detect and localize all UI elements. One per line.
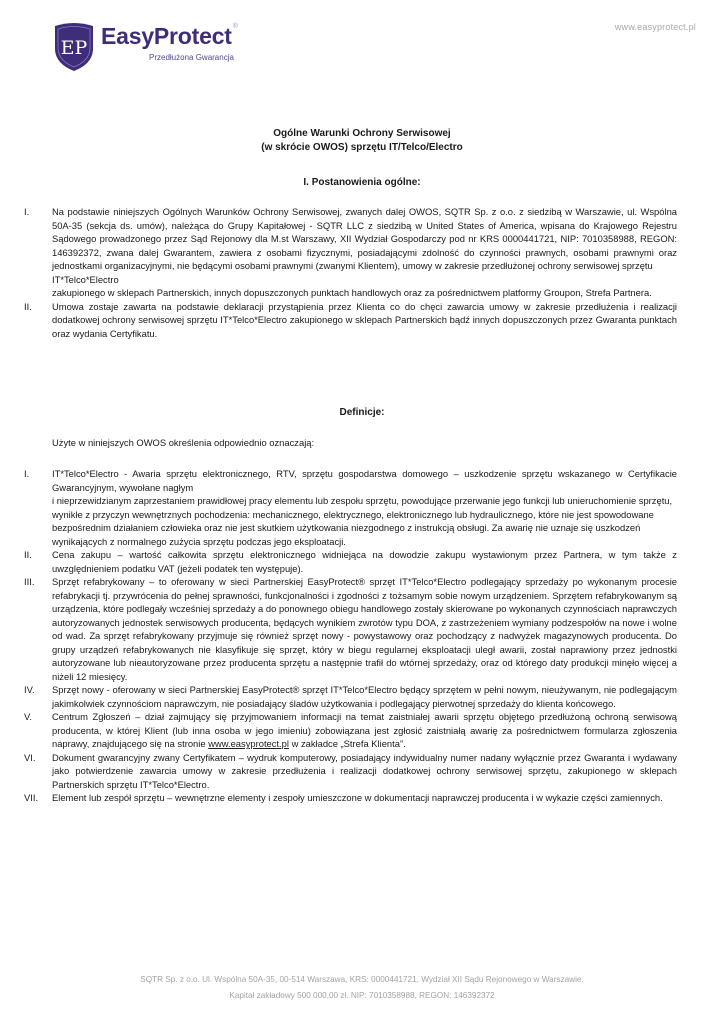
list-item <box>24 205 677 300</box>
item-text-part: Centrum Zgłoszeń – dział zajmujący się przyjmowaniem informacji na temat zaistniałej awarii sprzętu objętego przedłużoną ochroną serwisową producenta, w której Klient (lub inna osoba w jego imieniu) zobowiązana jest zgłosić zaistniałą awarię za pośrednictwem formularza zgłoszenia naprawy, znajdującego się na stronie <box>52 711 677 749</box>
list-item <box>24 683 677 710</box>
item-number: III. <box>24 576 35 587</box>
item-text: Sprzęt nowy - oferowany w sieci Partnerskiej EasyProtect® sprzęt IT*Telco*Electro będący sprzętem w pełni nowym, nieużywanym, nie podlegającym jakimkolwiek czynnościom naprawczym, nie posiadający śladów użytkowania i podlegający pierwotnej sprzedaży do klienta końcowego. <box>52 684 677 709</box>
item-number: II. <box>24 549 32 560</box>
logo-tagline: Przedłużona Gwarancja <box>149 53 234 62</box>
footer-line-1: SQTR Sp. z o.o. Ul. Wspólna 50A-35, 00-514 Warszawa, KRS: 0000441721, Wydział XII Sądu Rejonowego w Warszawie. <box>140 975 584 984</box>
item-text: zakupionego w sklepach Partnerskich, innych dopuszczonych punktach handlowych oraz za pośrednictwem platformy Groupon, Strefa Partnera. <box>52 287 652 298</box>
list-item <box>24 575 677 683</box>
item-text: Element lub zespół sprzętu – wewnętrzne elementy i zespoły umieszczone w dokumentacji naprawczej producenta i w wykazie części zamiennych. <box>52 792 663 803</box>
list-item <box>24 751 677 792</box>
item-text: Dokument gwarancyjny zwany Certyfikatem – wydruk komputerowy, posiadający indywidualny numer nadany wyłącznie przez Gwaranta i wydawany jako potwierdzenie zawarcia umowy w zakresie przedłużenia i realizacji dodatkowej ochrony serwisowej sprzętu, zakupionego w sklepach Partnerskich sprzętu IT*Telco*Electro. <box>52 751 677 790</box>
item-text: Na podstawie niniejszych Ogólnych Warunków Ochrony Serwisowej, zwanych dalej OWOS, SQTR Sp. z o.o. z siedzibą w Warszawie, ul. Wspólna 50A-35 (sekcja ds. umów), należąca do Grupy Kapitałowej - SQTR LLC z siedzibą w United States of America, wpisana do Krajowego Rejestru Sądowego prowadzonego przez Sąd Rejonowy dla M.st Warszawy, XII Wydział Gospodarczy pod nr KRS 0000441721, NIP: 7010358988, REGON: 146392372, zwana dalej Gwarantem, zawiera z osobami fizycznymi, posiadającymi zdolność do czynności prawnych, osobami prawnymi oraz jednostkami organizacyjnymi, nie będącymi osobami prawnymi (zwanymi Klientem), umowy w zakresie przedłużonej ochrony serwisowej sprzętu <box>52 206 677 271</box>
item-text: Sprzęt refabrykowany – to oferowany w sieci Partnerskiej EasyProtect® sprzęt IT*Telco*Electro podlegający sprzedaży po wykonanym procesie refabrykacji tj. przywrócenia do pełnej sprawności, funkcjonalności i zgodności z tożsamym sobie nowym urządzeniem. Sprzętem refabrykowanym są urządzenia, które podlegały wcześniej sprzedaży a do ponownego obiegu handlowego zostały skierowane po wykonanych czynnościach naprawczych autoryzowanych jednostek serwisowych producenta, będących wynikiem zwrotów typu DOA, z zastrzeżeniem wymiany podzespołów na nowe i wolne od wad. Za sprzęt refabrykowany przyjmuje się również sprzęt nowy - powystawowy oraz pochodzący z nadwyżek magazynowych producenta. Do grupy urządzeń refabrykowanych nie klasyfikuje się sprzęt, który w biegu regularnej eksploatacji uległ awarii, został naprawiony przez jednostki autoryzowane lub nieautoryzowane przez producenta sprzętu a następnie trafił do wtórnej sprzedaży, oraz od którego daty produkcji minęło więcej a niżeli 12 miesięcy. <box>52 576 677 682</box>
item-text-part: w zakładce „Strefa Klienta”. <box>291 738 406 749</box>
section-heading-definitions: Definicje: <box>339 407 385 418</box>
item-number: V. <box>24 711 32 722</box>
logo-name: EasyProtect® <box>101 23 238 49</box>
logo-shield-icon <box>52 22 96 72</box>
footer-line-2: Kapitał zakładowy 500 000,00 zł. NIP: 7010358988, REGON: 146392372 <box>229 991 495 1000</box>
item-text: Cena zakupu – wartość całkowita sprzętu elektronicznego widniejąca na dowodzie zakupu wystawionym przez Partnera, w tym także z uwzględnieniem podatku VAT (jeżeli podatek ten występuje). <box>52 549 677 574</box>
general-provisions-list <box>24 205 677 340</box>
company-logo <box>52 22 252 74</box>
definitions-list <box>24 467 677 805</box>
item-text: i nieprzewidzianym zaprzestaniem prawidłowej pracy elementu lub zespołu sprzętu, powodujące przerwanie jego funkcji lub unieruchomienie sprzętu, wynikłe z przyczyn wewnętrznych pochodzenia: mechanicznego, elektrycznego, elektronicznego lub hydraulicznego, które nie jest spowodowane bezpośrednim działaniem człowieka oraz nie jest skutkiem użytkowania niezgodnego z instrukcją obsługi. Za awarię nie uznaje się uszkodzeń wynikających z normalnego zużycia sprzętu podczas jego eksploatacji. <box>52 495 673 547</box>
title-line-2: (w skrócie OWOS) sprzętu IT/Telco/Electro <box>261 142 463 153</box>
page-footer <box>0 972 724 1004</box>
item-text: IT*Telco*Electro <box>52 273 119 285</box>
item-number: I. <box>24 468 30 479</box>
item-number: II. <box>24 300 32 312</box>
item-number: IV. <box>24 684 35 695</box>
list-item <box>24 300 677 341</box>
item-text: IT*Telco*Electro - Awaria sprzętu elektronicznego, RTV, sprzętu gospodarstwa domowego – uszkodzenie sprzętu wskazanego w Certyfikacie Gwarancyjnym, wywołane nagłym <box>52 468 677 493</box>
title-line-1: Ogólne Warunki Ochrony Serwisowej <box>273 128 451 139</box>
logo-badge-letters: EP <box>60 37 88 59</box>
document-title <box>0 127 724 155</box>
definitions-intro: Użyte w niniejszych OWOS określenia odpowiednio oznaczają: <box>52 437 315 448</box>
section-heading-general: I. Postanowienia ogólne: <box>303 177 421 188</box>
item-text <box>52 710 677 751</box>
list-item <box>24 710 677 751</box>
logo-registered-mark: ® <box>232 23 238 30</box>
list-item <box>24 791 677 805</box>
site-url[interactable]: www.easyprotect.pl <box>614 22 696 32</box>
website-link[interactable]: www.easyprotect.pl <box>208 738 289 749</box>
list-item <box>24 548 677 575</box>
item-number: VI. <box>24 751 36 763</box>
item-number: VII. <box>24 792 39 803</box>
list-item <box>24 467 677 548</box>
item-text: Umowa zostaje zawarta na podstawie deklaracji przystąpienia przez Klienta co do chęci zawarcia umowy w zakresie przedłużenia i realizacji dodatkowej ochrony serwisowej sprzętu IT*Telco*Electro zakupionego w sklepach Partnerskich bądź innych dopuszczonych przez Gwaranta punktach oraz wydania Certyfikatu. <box>52 300 677 339</box>
item-number: I. <box>24 206 30 217</box>
